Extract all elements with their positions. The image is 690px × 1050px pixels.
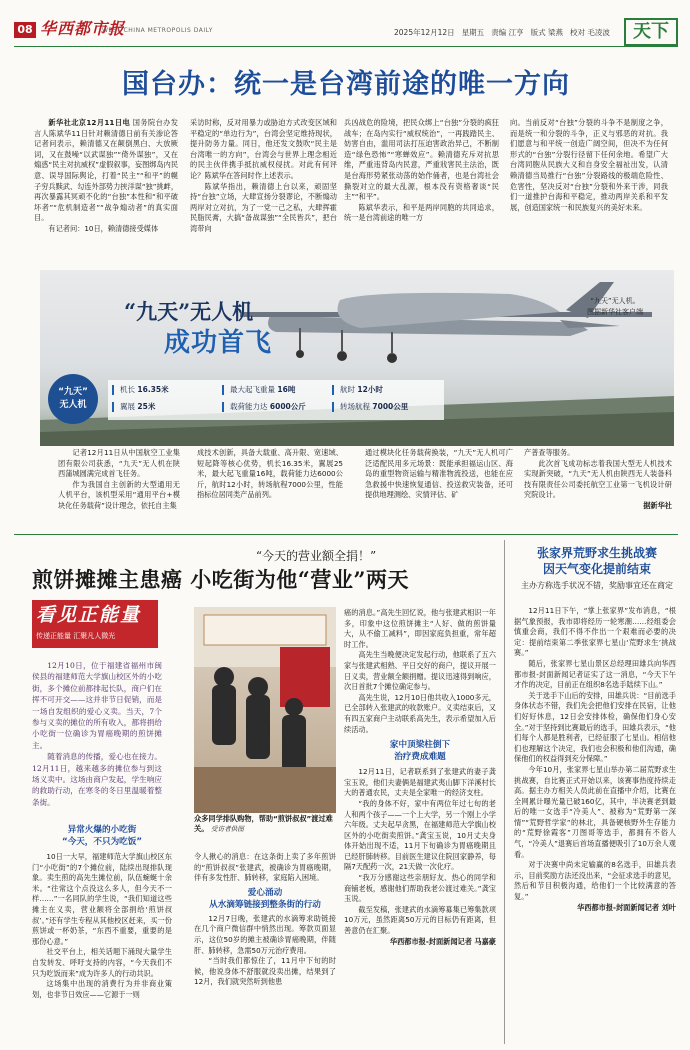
article3-text: 高先生当晚便决定发起行动，他联系了五六家与张建武相熟、平日交好的商户，提议开展一日义卖，营业额全额捐赠。提议迅速得到响应，次日首批7个摊位确定参与。 [344,650,496,692]
spec-ferry-range [332,402,408,412]
editor-credit: 责编 江亨 [491,28,524,37]
article3-kicker: “今天的营业额全捐！” [255,549,377,563]
article4-body [514,606,676,913]
article1-text: 有记者问：10日，赖清德接受媒体 [48,223,159,233]
article4-text: 12月11日下午，“掌上张家界”发布消息，“根据气象预报，我市即将经历一轮寒潮……经组委会慎重会商，我们不得不作出一个艰难而必要的决定：提前结束第二季张家界七星山‘荒野求生’挑战赛。” [514,606,676,658]
article3-text: 癌的消息。”高先生回忆说，他与张建武相识一年多，印象中这位煎饼摊主“人好、做的煎饼量大，从不偷工减料”，即因家庭负担重，常年超时工作。 [344,608,496,649]
article3-text: “我万分感谢这些亲朋好友、热心的同学和商铺老板，感谢他们帮助我老公渡过难关。”龚宝玉说。 [344,873,496,904]
article3-text: 12月7日晚，张建武的水滴筹求助链接在几个商户微信群中悄然出现。筹款页面显示，这位50岁的摊主被确诊胃癌晚期，伴随肝、肺转移，急需50万元治疗费用。 [194,913,336,955]
drone-photo [40,270,674,446]
article3-text: 这场集中出现的消费行为并非商业策划，也非节日效应——它源于一则 [32,979,172,999]
article2-column-1 [58,448,180,512]
positive-energy-banner [32,600,158,648]
spec-label: 航时 [340,385,355,394]
badge-line-1: “九天” [58,387,88,397]
proofreader-credit: 校对 毛凌波 [569,28,610,37]
article2-byline: 据新华社 [643,500,672,510]
header-meta [394,28,617,38]
drone-caption-title: “九天”无人机 [124,299,254,324]
queue-photo-illustration [194,607,336,813]
article2-column-3 [365,448,513,501]
spec-value: 16.35米 [137,385,169,394]
article3-column-1 [32,824,172,1000]
article4-subheadline: 主办方称选手状况不错，奖励事宜还在商定 [521,581,673,590]
article4-text: 今年10月，张家界七星山举办第二届荒野求生挑战赛，自比赛正式开始以来，该赛事热度持续走高。据主办方相关人员此前在直播中介绍，比赛在全网累计曝光量已破160亿，其中，半决赛老到最后的唯一女选手“冷美人”、被称为“荒野第一深情”“荒野哲学家”的林北，具备硬核野外生存能力的“荒野徐霞客”刀图哥等选手，都拥有不俗人气，“冷美人”退赛后首场直播便吸引了10万余人观看。 [514,764,676,859]
photo-caption [194,814,336,835]
article1-text: 向。当前反对“台独”分裂的斗争不是制度之争，而是统一和分裂的斗争，正义与邪恶的对抗。我们愿意与和平统一创造广阔空间，但决不为任何形式的“台独”分裂行径留下任何余地。希望广大台湾同胞从民族大义和自身安全福祉出发，认清赖清德当局推行“台独”分裂路线的极端危险性、危害性，坚决反对“台独”分裂和外来干涉，同我们一道推护台海和平稳定，推动两岸关系和平发展，创造国家统一和民族复兴的美好未来。 [510,118,668,212]
section-heading: 爱心涌动 从水滴筹链接到整条街的行动 [209,887,321,910]
spec-value: 25米 [137,402,156,411]
article3-text: 10日一大早，福建师范大学旗山校区东门“小吃街”的7个摊位前，陆续出现排队现象。卖生煎的高先生摊位前，队伍蜿蜒十余米。“往常这个点没这么多人，但今天不一样……”一名同队的学生说，“我们知道这些摊主在义卖，营业额将全部捐给‘煎饼叔叔’。”还有学生专程从其他校区赶来，买一份煎饼或一杯奶茶，“东西不重要，重要的是那份心意。” [32,852,172,946]
spec-label: 翼展 [120,402,135,411]
article4-text: 关于选手下山后的安排，田雄兵说：“目前选手身体状态不错，我们先会把他们安排在民宿，让他们好好休息，12日会安排体检，确保他们身心安全。”对于坚持到比赛最后的选手，田雄兵表示，“他们每个人都是胜利者，已经征服了七星山。相信他们也理解这个决定，我们也会积极和他们沟通，确保他们的权益得到充分保障。” [514,690,676,764]
spec-label: 机长 [120,385,135,394]
main-headline: 国台办：统一是台湾前途的唯一方向 [122,69,570,100]
article3-column-2 [194,852,336,988]
issue-weekday: 星期五 [461,28,485,37]
article1-text: 兵凶战危的险境，把民众绑上“台独”分裂的疯狂战车；在岛内实行“威权统治”，一再践踏民主、妨害自由，滥用司法打压迫害政治异己，不断制造“绿色恐怖”“寒蝉效应”。赖清德充斥对抗思维，严重违背岛内民意，严重戕害民主法治，既是台海形势紧张动荡的始作俑者，也是台湾社会撕裂对立的最大乱源，根本没有资格奢谈“民主”“和平”。 [344,118,499,202]
intro-paragraph: 12月10日，位于福建省福州市闽侯县的福建师范大学旗山校区外的小吃街，多个摊位前都排起长队，商户们在挥不可开交——这并非节日促销，而是一场自发组织的爱心义卖。当天，7个参与义卖的摊位的所有收入，都将捐给小吃街一位确诊为胃癌晚期的煎饼摊主。 [32,661,162,750]
spec-payload [222,402,306,412]
article1-column-4 [510,118,668,213]
newspaper-logo: 华西都市报 [40,19,126,38]
article2-column-4 [524,448,672,512]
spec-wingspan [112,402,155,412]
spec-label: 最大起飞重量 [230,385,275,394]
article3-text: 高先生说，12月10日他共收入1000多元，已全部转入张建武的收款账户。义卖结束后，又有四五家商户主动联系高先生，表示希望加入后续活动。 [344,692,496,734]
intro-paragraph: 随着消息的传播，爱心也在接力。12月11日，越来越多的摊位参与到这场义卖中。这场由商户发起，学生响应的救助行动，在寒冬的冬日里温暖着整条街。 [32,752,162,807]
page-header [0,0,690,48]
newspaper-english-name: WEST CHINA METROPOLIS DAILY [102,27,213,34]
article3-column-3 [344,608,496,947]
article2-text: 产普查等服务。 [524,448,575,457]
article3-text: 令人揪心的消息：在这条街上卖了多年煎饼的“煎饼叔叔”张建武，被确诊为胃癌晚期，伴有多发性肝、肺转移，家庭陷入困境。 [194,852,336,883]
article2-text: 成技术创新，具备大载重、高升限、宽速域、短起降等核心优势，机长16.35米，翼展25米，最大起飞重量16吨，载荷能力达6000公斤，航时12小时，转场航程7000公里，性能指标位居同类产品前列。 [197,448,343,500]
article4-headline: 张家界荒野求生挑战赛 因天气变化提前结束 [536,546,657,576]
spec-max-takeoff-weight [222,385,295,395]
spec-value: 16吨 [277,385,296,394]
article1-text: 陈斌华表示，和平是两岸同胞的共同追求，统一是台湾前途的唯一方 [344,202,499,223]
spec-label: 载荷能力达 [230,402,268,411]
article1-text: 国务院台办发言人陈斌华11日针对赖清德日前有关渗论答记者问表示，赖清德又在颠倒黑白、大放厥词，又在鼓噪“以武谋独”“倚外谋独”，又在煽惑“民主对抗威权”虚假叙事，妄图绑岛内民意、误导国际舆论，打着“民主”“和平”的幌子穷兵黩武、勾连外部势力挟洋谋“独”挑衅，再次暴露其冥顽不化的“台独”本性和“和平破坏者”“危机制造者”“战争煽动者”的真实面目。 [34,118,179,223]
banner-title: 看见正能量 [36,604,142,626]
page-number: 08 [14,22,36,38]
street-food-photo [194,607,336,813]
spec-endurance [332,385,383,395]
credit-line-1: “九天”无人机。 [590,297,640,305]
spec-value: 12小时 [357,385,383,394]
designer-credit: 版式 梁燕 [530,28,563,37]
spec-label: 转场航程 [340,402,370,411]
credit-line-2: 图据新华社客户端 [587,308,643,316]
spec-value: 7000公里 [372,402,409,411]
article3-byline: 华西都市报-封面新闻记者 马嘉豪 [389,936,496,946]
article2-text: 作为我国自主创新的大型通用无人机平台，该机型采用“通用平台+模块化任务载荷”设计理念，依托自主集 [58,479,180,510]
article1-column-2 [190,118,337,235]
spec-length [112,385,169,395]
article3-text: 截至发稿，张建武的水滴筹募集已筹集款项10万元，虽然距离50万元的目标仍有距离，但善意仍在汇聚。 [344,904,496,936]
section-heading: 家中顶梁柱倒下 治疗费成难题 [389,740,451,763]
article3-intro [32,660,162,808]
article4-byline: 华西都市报-封面新闻记者 刘叶 [577,902,676,912]
article3-text: “我的身体不好，家中有两位年过七旬的老人和两个孩子——一个上大学，另一个刚上小学六年级。丈夫起早贪黑，在福建师范大学旗山校区外的小吃街卖煎饼。”龚宝玉说，10月丈夫身体开始出现不适，11月下旬确诊为胃癌晚期且已经肝肺转移。目前医生建议住院回家静养，每隔7天配药一次，21天做一次化疗。 [344,798,496,872]
article2-column-2 [197,448,343,501]
section-tag: 天下 [624,18,678,46]
article4-text: 随后，张家界七星山景区总经理田雄兵向华西都市报-封面新闻记者证实了这一消息，“今天下午才作的决定，目前正在组织8名选手陆续下山。” [514,658,676,690]
article1-column-1 [34,118,178,235]
article4-text: 对于决赛中尚未定输赢的8名选手，田雄兵表示，目前奖励方法还没出来，“会征求选手的意见，然后和节目积极沟通，给他们一个比较满意的答复。” [514,860,676,902]
article3-headline: 煎饼摊摊主患癌 小吃街为他“营业”两天 [32,567,409,592]
drone-aircraft [240,282,652,363]
article3-text: 12月11日，记者联系到了张建武的妻子龚宝玉说，他们夫妻俩是福建武夷山脚下洋溪村长大的普通农民，丈夫是全家唯一的经济支柱。 [344,767,496,798]
drone-spec-table [108,380,444,420]
banner-subtitle: 传递正能量 汇聚凡人微光 [36,632,116,640]
drone-badge [48,374,98,424]
article1-text: 陈斌华指出，赖清德上台以来，顽固坚持“台独”立场，大肆宣扬分裂谬论，不断煽动两岸对立对抗，为了一党一己之私，大肆挥霍民脂民膏，大搞“备战谋独”“全民皆兵”，把台湾带向 [190,181,337,233]
header-rule [14,46,678,47]
article2-text: 此次首飞成功标志着我国大型无人机技术实现新突破，“九天”无人机由陕西无人装备科技有限责任公司委托航空工业第一飞机设计研究院设计。 [524,458,672,500]
photo-caption-text: 众多同学排队购物，帮助“煎饼叔叔”渡过难关。 [194,814,333,834]
photo-credit: 受访者供图 [210,825,244,834]
column-divider [504,540,505,1044]
article3-text: 社交平台上，相关话题下涌现大量学生自发转发、呼吁支持的内容，“今天我们不只为吃饭而来”成为许多人的行动共识。 [32,947,172,978]
article2-text: 通过模块化任务载荷换装，“九天”无人机可广泛适配民用多元场景：既能承担福运山区、海岛的重型物资运输与精准物流投送，也能在应急救援中快速恢复通信、投送救灾装备，还可提供地理测绘、灾情评估、矿 [365,448,513,500]
dateline: 新华社北京12月11日电 [48,118,131,127]
article2-text: 记者12月11日从中国航空工业集团有限公司获悉，“九天”无人机在陕西蒲城圆满完成首飞任务。 [58,448,180,479]
section-heading: 异常火爆的小吃街 “今天，不只为吃饭” [61,825,143,847]
article1-text: 采访时称，反对用暴力或胁迫方式改变区域和平稳定的“单边行为”，台湾会坚定维持现状，提升防务力量。同日，他还发文鼓吹“民主是台湾唯一的方向”，台湾会与世界上理念相近的民主伙伴携手抵抗威权侵扰。对此有何评论？陈斌华在答问时作上述表示。 [190,118,337,180]
drone-caption-subtitle: 成功首飞 [164,328,273,358]
article1-column-3 [344,118,499,224]
section-divider [14,534,678,535]
article3-text: “当时我们都惊住了，11月中下旬的时候，他说身体不舒服就没卖出摊，结果到了12月，我们就突然听到他患 [194,956,336,987]
issue-date: 2025年12月12日 [394,28,455,37]
drone-photo-credit [566,296,664,318]
badge-line-2: 无人机 [59,400,87,410]
spec-value: 6000公斤 [269,402,306,411]
